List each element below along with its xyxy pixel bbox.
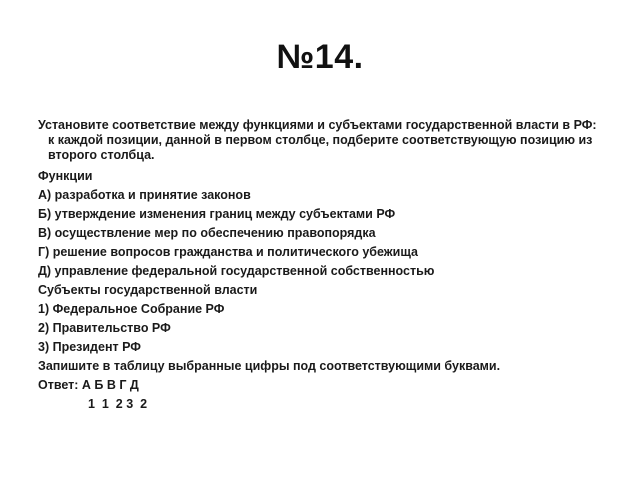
answer-label: Ответ: А Б В Г Д <box>38 378 139 392</box>
task-statement <box>38 118 606 163</box>
subject-item-1: 1) Федеральное Собрание РФ <box>38 302 225 316</box>
answer-digits: 1 1 2 3 2 <box>88 397 148 411</box>
functions-header: Функции <box>38 169 93 183</box>
task-line-3: второго столбца. <box>48 148 155 162</box>
function-item-g: Г) решение вопросов гражданства и политического убежища <box>38 245 418 259</box>
function-item-v: В) осуществление мер по обеспечению правопорядка <box>38 226 376 240</box>
task-line-1: Установите соответствие между функциями и субъектами государственной власти в РФ: <box>38 118 597 132</box>
task-content <box>38 118 606 414</box>
instruction-text: Запишите в таблицу выбранные цифры под соответствующими буквами. <box>38 359 501 373</box>
subjects-header: Субъекты государственной власти <box>38 283 258 297</box>
function-item-a: А) разработка и принятие законов <box>38 188 251 202</box>
page-title: №14. <box>276 38 364 76</box>
function-item-d: Д) управление федеральной государственной собственностью <box>38 264 435 278</box>
subject-item-3: 3) Президент РФ <box>38 340 141 354</box>
function-item-b: Б) утверждение изменения границ между субъектами РФ <box>38 207 396 221</box>
task-line-2: к каждой позиции, данной в первом столбце, подберите соответствующую позицию из <box>48 133 593 147</box>
subject-item-2: 2) Правительство РФ <box>38 321 171 335</box>
